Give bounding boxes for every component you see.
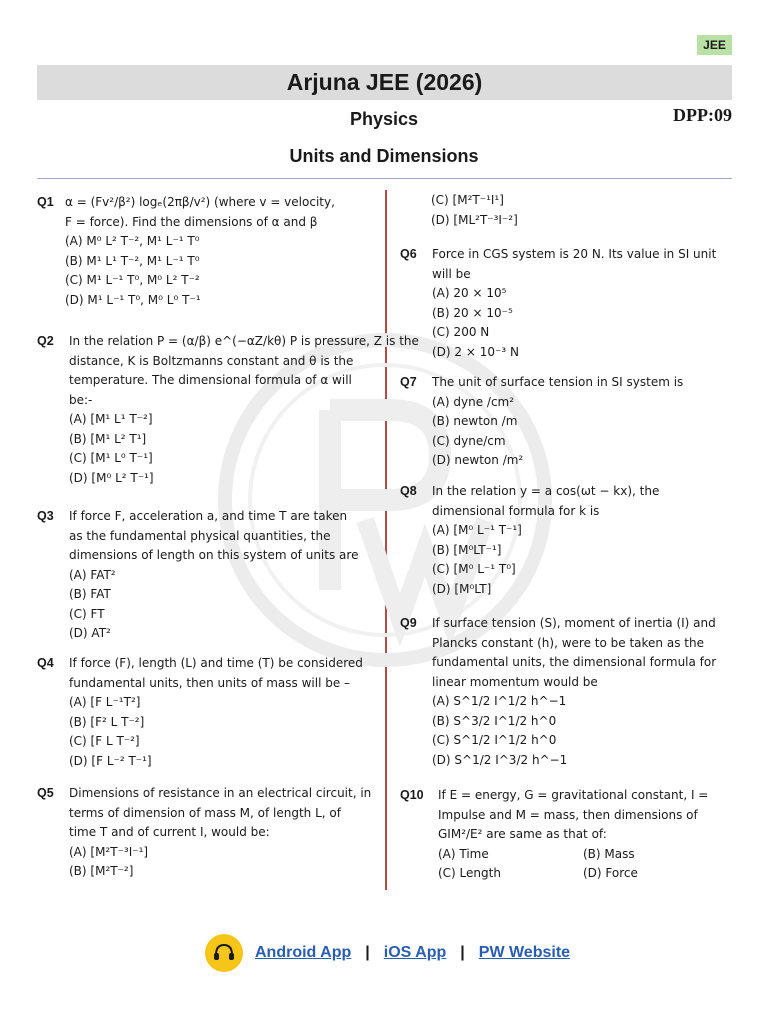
ios-app-link[interactable]: iOS App	[383, 944, 447, 961]
question-text: distance, K is Boltzmanns constant and θ is the	[69, 353, 354, 368]
question-text: Dimensions of resistance in an electrical circuit, in	[69, 786, 372, 800]
question-text: be:-	[69, 392, 93, 407]
option-b: (B) [F² L T⁻²]	[69, 714, 145, 729]
question-number: Q5	[37, 786, 54, 800]
option-d: (D) AT²	[69, 626, 111, 640]
question-number: Q9	[400, 616, 417, 630]
option-c: (C) FT	[69, 606, 105, 621]
option-a: (A) M⁰ L² T⁻², M¹ L⁻¹ T⁰	[65, 234, 200, 248]
option-a: (A) dyne /cm²	[432, 394, 515, 409]
question-text: Impulse and M = mass, then dimensions of	[438, 807, 698, 822]
question-text: In the relation y = a cos(ωt − kx), the	[432, 484, 660, 498]
question-number: Q1	[37, 195, 54, 209]
option-a: (A) [F L⁻¹T²]	[69, 695, 141, 709]
option-a: (A) S^1/2 I^1/2 h^−1	[432, 694, 567, 708]
option-c: (C) Length	[438, 866, 501, 880]
option-d: (D) M¹ L⁻¹ T⁰, M⁰ L⁰ T⁻¹	[65, 292, 201, 307]
option-b: (B) [M⁰LT⁻¹]	[432, 542, 502, 557]
option-c: (C) [M²T⁻¹I¹]	[431, 193, 504, 207]
question-text: If surface tension (S), moment of inertia (I) and	[432, 616, 716, 630]
question-text: If force (F), length (L) and time (T) be considered	[69, 656, 363, 670]
option-b: (B) Mass	[583, 846, 635, 861]
option-d: (D) [M⁰LT]	[432, 581, 492, 596]
option-c: (C) [M¹ L⁰ T⁻¹]	[69, 451, 153, 465]
option-c: (C) [M⁰ L⁻¹ T⁰]	[432, 562, 516, 576]
question-number: Q6	[400, 247, 417, 261]
header-divider	[37, 178, 732, 179]
option-c: (C) dyne/cm	[432, 433, 506, 448]
column-divider	[385, 190, 387, 890]
question-text: fundamental units, then units of mass will be –	[69, 675, 351, 690]
question-text: linear momentum would be	[432, 674, 598, 689]
option-d: (D) [F L⁻² T⁻¹]	[69, 753, 152, 768]
question-number: Q10	[400, 788, 424, 802]
question-number: Q8	[400, 484, 417, 498]
exam-tag: JEE	[697, 35, 732, 55]
question-number: Q4	[37, 656, 54, 670]
option-c: (C) S^1/2 I^1/2 h^0	[432, 733, 557, 747]
question-text: fundamental units, the dimensional formula for	[432, 655, 717, 669]
option-c: (C) [F L T⁻²]	[69, 734, 140, 748]
question-text: Force in CGS system is 20 N. Its value in SI unit	[432, 247, 717, 261]
headset-icon	[211, 940, 237, 966]
question-text: as the fundamental physical quantities, the	[69, 528, 331, 543]
option-b: (B) FAT	[69, 587, 111, 601]
option-d: (D) Force	[583, 866, 638, 880]
pw-website-link[interactable]: PW Website	[478, 944, 571, 961]
question-text: time T and of current I, would be:	[69, 825, 270, 839]
customer-service-logo	[205, 934, 243, 972]
option-a: (A) [M⁰ L⁻¹ T⁻¹]	[432, 523, 522, 537]
question-text: F = force). Find the dimensions of α and β	[65, 214, 318, 229]
option-a: (A) [M¹ L¹ T⁻²]	[69, 412, 153, 426]
option-a: (A) [M²T⁻³I⁻¹]	[69, 844, 149, 859]
question-text: If force F, acceleration a, and time T are taken	[69, 509, 348, 523]
dpp-number: DPP:09	[673, 105, 732, 125]
option-a: (A) Time	[438, 846, 489, 861]
topic-heading: Units and Dimensions	[289, 146, 479, 166]
option-b: (B) newton /m	[432, 414, 518, 428]
question-text: Plancks constant (h), were to be taken as the	[432, 635, 704, 650]
android-app-link[interactable]: Android App	[255, 944, 352, 961]
option-d: (D) [M⁰ L² T⁻¹]	[69, 470, 154, 485]
question-text: temperature. The dimensional formula of α will	[69, 373, 352, 387]
question-number: Q7	[400, 375, 417, 389]
question-text: If E = energy, G = gravitational constant, I =	[438, 788, 709, 802]
question-number: Q2	[37, 334, 54, 348]
page-title: Arjuna JEE (2026)	[37, 65, 732, 100]
option-a: (A) FAT²	[69, 567, 116, 582]
option-b: (B) [M¹ L² T¹]	[69, 431, 147, 446]
question-text: will be	[432, 266, 471, 281]
option-b: (B) S^3/2 I^1/2 h^0	[432, 713, 557, 728]
question-text: dimensional formula for k is	[432, 503, 600, 518]
option-b: (B) M¹ L¹ T⁻², M¹ L⁻¹ T⁰	[65, 253, 200, 268]
option-a: (A) 20 × 10⁵	[432, 286, 507, 300]
option-d: (D) [ML²T⁻³I⁻²]	[431, 212, 518, 227]
footer-separator: |	[460, 944, 465, 961]
question-text: terms of dimension of mass M, of length L, of	[69, 805, 341, 820]
option-b: (B) 20 × 10⁻⁵	[432, 305, 513, 320]
question-text: In the relation P = (α/β) e^(−αZ/kθ) P is pressure, Z is the	[69, 334, 419, 348]
option-b: (B) [M²T⁻²]	[69, 864, 134, 878]
subject-heading: Physics	[349, 109, 419, 129]
option-c: (C) 200 N	[432, 325, 490, 339]
option-d: (D) 2 × 10⁻³ N	[432, 344, 519, 359]
question-text: dimensions of length on this system of units are	[69, 548, 359, 562]
option-c: (C) M¹ L⁻¹ T⁰, M⁰ L² T⁻²	[65, 273, 200, 287]
question-text: The unit of surface tension in SI system is	[432, 375, 684, 389]
footer-links	[205, 935, 570, 971]
option-d: (D) S^1/2 I^3/2 h^−1	[432, 752, 568, 767]
footer-separator: |	[365, 944, 370, 961]
option-d: (D) newton /m²	[432, 453, 524, 467]
question-text: GIM²/E² are same as that of:	[438, 827, 607, 841]
question-number: Q3	[37, 509, 54, 523]
question-text: α = (Fv²/β²) logₑ(2πβ/v²) (where v = velocity,	[65, 195, 335, 209]
